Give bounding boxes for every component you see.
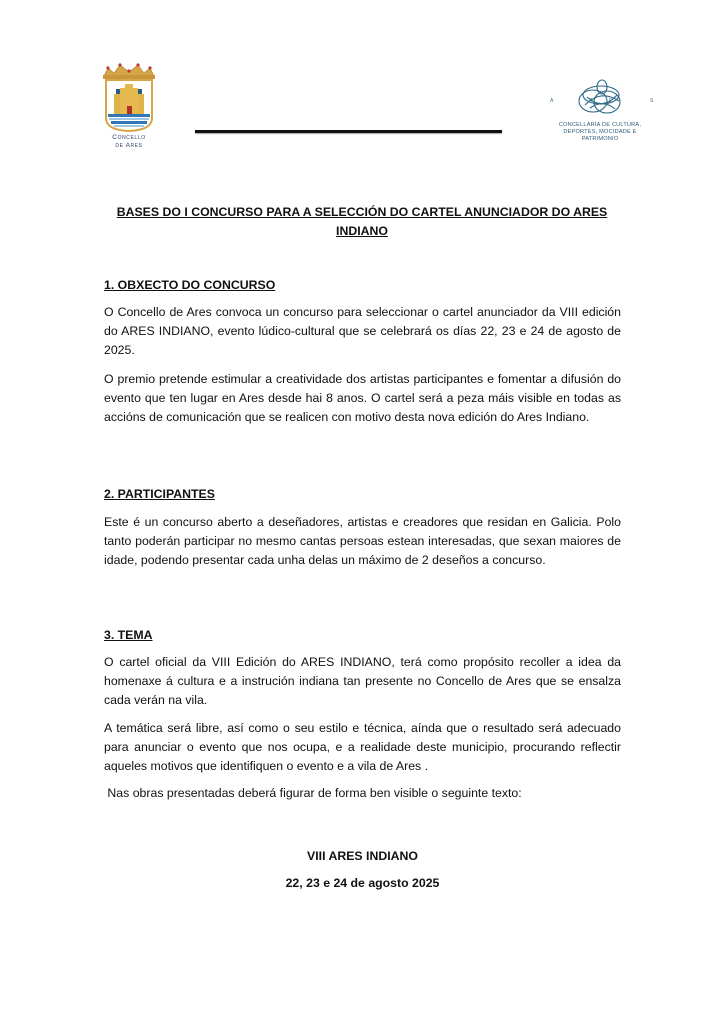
paragraph: Nas obras presentadas deberá figurar de forma ben visible o seguinte texto:	[104, 786, 522, 800]
document-title: BASES DO I CONCURSO PARA A SELECCIÓN DO CARTEL ANUNCIADOR DO ARES INDIANO	[116, 205, 608, 238]
logo-letter-s: S	[650, 98, 654, 104]
header-divider-line	[195, 130, 502, 133]
section-heading-obxecto: 1. OBXECTO DO CONCURSO	[104, 278, 276, 292]
paragraph: O cartel oficial da VIII Edición do ARES INDIANO, terá como propósito recoller a idea da homenaxe á cultura e a instrución indiana tan presente no Concello de Ares que se ensalza cada verán na vila.	[104, 655, 621, 707]
required-text-line1: VIII ARES INDIANO	[307, 849, 418, 863]
knot-emblem-icon	[545, 75, 655, 123]
coat-of-arms-icon	[100, 62, 158, 132]
logo-caption: CONCELLARÍA DE CULTURA, DEPORTES, MOCIDADE E PATRIMONIO	[558, 122, 642, 142]
paragraph: A temática será libre, así como o seu estilo e técnica, aínda que o resultado será adecuado para anunciar o evento que nos ocupa, e a realidade deste municipio, procurando reflectir aqueles motivos que identifiquen o evento e a vila de Ares .	[104, 721, 621, 773]
section-heading-participantes: 2. PARTICIPANTES	[104, 487, 215, 501]
paragraph: O Concello de Ares convoca un concurso para seleccionar o cartel anunciador da VIII edición do ARES INDIANO, evento lúdico-cultural que se celebrará os días 22, 23 e 24 de agosto de 2025.	[104, 305, 621, 357]
logo-letter-a: A	[550, 98, 554, 104]
logo-letter-r: R	[589, 98, 593, 104]
paragraph: Este é un concurso aberto a deseñadores, artistas e creadores que residan en Galicia. Polo tanto poderán participar no mesmo cantas persoas estean interesadas, que sexan maiores de idade, podendo presentar cada unha delas un máximo de 2 deseños a concurso.	[104, 515, 621, 567]
paragraph: O premio pretende estimular a creatividade dos artistas participantes e fomentar a difusión do evento que ten lugar en Ares desde hai 8 anos. O cartel será a peza máis visible en todas as accións de comunicación que se realicen con motivo desta nova edición do Ares Indiano.	[104, 372, 621, 424]
logo-letter-e: E	[609, 98, 613, 104]
concello-de-ares-logo	[100, 62, 158, 150]
section-heading-tema: 3. TEMA	[104, 628, 153, 642]
required-text-line2: 22, 23 e 24 de agosto 2025	[285, 876, 440, 890]
logo-caption: Concello de Ares	[112, 134, 146, 149]
